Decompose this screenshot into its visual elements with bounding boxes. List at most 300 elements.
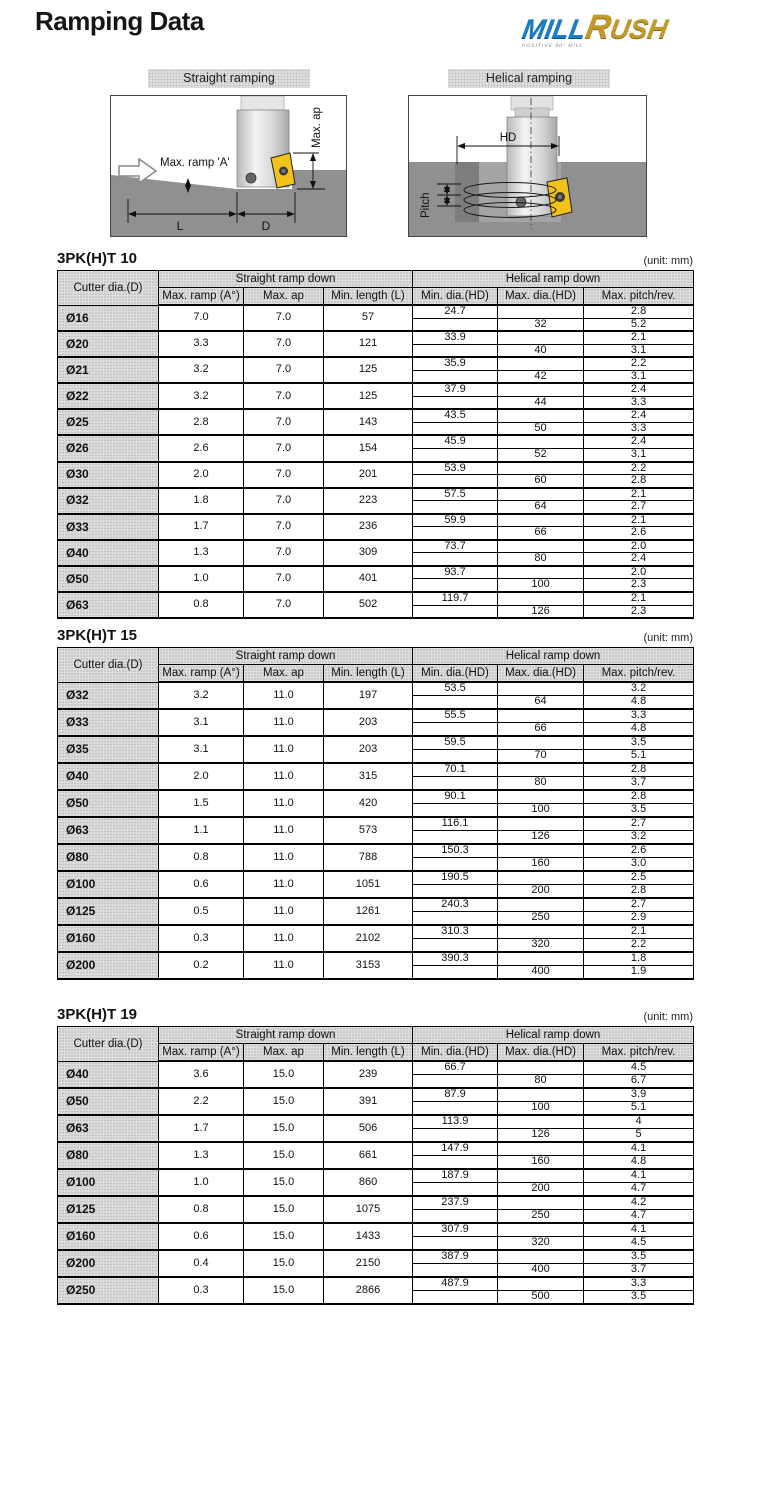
min-length-cell: 573 [324,817,413,844]
min-length-cell: 1433 [324,1223,413,1250]
pitch-max-cell: 4.8 [584,696,694,710]
max-ramp-cell: 0.8 [159,844,244,871]
pitch-max-cell: 3.5 [584,804,694,818]
col-header-min-length: Min. length (L) [324,1044,413,1062]
col-header-max-dia: Max. dia.(HD) [498,1044,584,1062]
max-ramp-cell: 3.2 [159,383,244,409]
pitch-min-cell: 2.2 [584,357,694,370]
min-length-cell: 236 [324,514,413,540]
pitch-min-cell: 2.7 [584,898,694,912]
max-dia-spacer-cell [498,540,584,553]
pitch-max-cell: 4.7 [584,1183,694,1197]
max-dia-spacer-cell [498,1223,584,1237]
cutter-dia-cell: Ø33 [58,709,159,736]
cutter-dia-cell: Ø40 [58,540,159,566]
min-dia-spacer-cell [413,804,498,818]
screw-icon [246,173,256,183]
min-dia-cell: 70.1 [413,763,498,777]
max-dia-spacer-cell [498,1250,584,1264]
max-ramp-cell: 1.7 [159,514,244,540]
min-dia-cell: 237.9 [413,1196,498,1210]
max-dia-cell: 52 [498,449,584,462]
max-dia-cell: 80 [498,777,584,791]
min-length-cell: 391 [324,1088,413,1115]
max-dia-spacer-cell [498,925,584,939]
max-dia-cell: 64 [498,696,584,710]
max-ramp-cell: 1.3 [159,1142,244,1169]
table-row [58,514,694,527]
max-dia-spacer-cell [498,1142,584,1156]
cutter-dia-cell: Ø63 [58,592,159,618]
straight-ramping-label: Straight ramping [148,69,310,88]
max-ramp-cell: 1.3 [159,540,244,566]
min-dia-spacer-cell [413,501,498,514]
cutter-dia-cell: Ø33 [58,514,159,540]
max-ramp-cell: 2.8 [159,409,244,435]
max-dia-cell: 32 [498,318,584,331]
section-3pkht15 [57,627,693,980]
max-ap-cell: 15.0 [244,1169,324,1196]
max-dia-cell: 500 [498,1291,584,1305]
max-dia-cell: 80 [498,553,584,566]
min-length-cell: 2150 [324,1250,413,1277]
table-row [58,682,694,696]
group-header-helical: Helical ramp down [413,271,694,288]
min-dia-cell: 53.9 [413,462,498,475]
table-row [58,763,694,777]
pitch-max-cell: 2.6 [584,527,694,540]
min-dia-cell: 87.9 [413,1088,498,1102]
min-dia-cell: 59.9 [413,514,498,527]
min-length-cell: 502 [324,592,413,618]
max-ap-cell: 11.0 [244,871,324,898]
min-dia-cell: 187.9 [413,1169,498,1183]
min-length-cell: 860 [324,1169,413,1196]
col-header-max-dia: Max. dia.(HD) [498,288,584,306]
col-header-max-ap: Max. ap [244,1044,324,1062]
max-dia-spacer-cell [498,566,584,579]
min-dia-cell: 307.9 [413,1223,498,1237]
max-dia-cell: 40 [498,344,584,357]
col-header-max-dia: Max. dia.(HD) [498,665,584,683]
max-ap-label: Max. ap [311,107,323,148]
max-ramp-cell: 0.2 [159,952,244,979]
pitch-min-cell: 2.4 [584,435,694,448]
pitch-max-cell: 3.1 [584,344,694,357]
min-dia-cell: 310.3 [413,925,498,939]
pitch-min-cell: 3.3 [584,709,694,723]
min-dia-cell: 43.5 [413,409,498,422]
col-header-max-ramp: Max. ramp (A°) [159,665,244,683]
max-ramp-cell: 0.8 [159,1196,244,1223]
cutter-dia-cell: Ø22 [58,383,159,409]
max-dia-spacer-cell [498,514,584,527]
max-dia-spacer-cell [498,1196,584,1210]
min-dia-cell: 487.9 [413,1277,498,1291]
cutter-dia-cell: Ø50 [58,790,159,817]
min-dia-spacer-cell [413,605,498,618]
pitch-min-cell: 2.2 [584,462,694,475]
min-length-cell: 121 [324,331,413,357]
max-dia-cell: 100 [498,579,584,592]
max-dia-cell: 64 [498,501,584,514]
min-dia-spacer-cell [413,885,498,899]
col-header-max-pitch: Max. pitch/rev. [584,288,694,306]
pitch-label: Pitch [420,192,432,218]
max-ap-cell: 7.0 [244,435,324,461]
min-dia-spacer-cell [413,723,498,737]
page-title: Ramping Data [35,6,204,36]
min-dia-cell: 93.7 [413,566,498,579]
max-dia-spacer-cell [498,409,584,422]
min-length-cell: 401 [324,566,413,592]
cutter-dia-cell: Ø125 [58,1196,159,1223]
pitch-max-cell: 2.8 [584,885,694,899]
pitch-min-cell: 4.5 [584,1061,694,1075]
max-dia-spacer-cell [498,898,584,912]
max-dia-spacer-cell [498,1169,584,1183]
table-row [58,357,694,370]
cutter-dia-cell: Ø16 [58,305,159,331]
max-ap-cell: 15.0 [244,1115,324,1142]
max-ramp-cell: 1.0 [159,566,244,592]
max-ramp-cell: 3.1 [159,736,244,763]
pitch-max-cell: 3.7 [584,1264,694,1278]
pitch-max-cell: 2.3 [584,579,694,592]
min-length-cell: 3153 [324,952,413,979]
min-length-cell: 506 [324,1115,413,1142]
pitch-min-cell: 2.6 [584,844,694,858]
pitch-min-cell: 2.1 [584,514,694,527]
max-ap-cell: 15.0 [244,1250,324,1277]
pitch-max-cell: 3.2 [584,831,694,845]
col-header-max-ap: Max. ap [244,288,324,306]
pitch-max-cell: 2.2 [584,939,694,953]
pitch-min-cell: 1.8 [584,952,694,966]
min-dia-cell: 45.9 [413,435,498,448]
max-ap-cell: 11.0 [244,844,324,871]
cutter-dia-cell: Ø100 [58,871,159,898]
max-ap-cell: 15.0 [244,1142,324,1169]
max-dia-cell: 100 [498,1102,584,1116]
min-dia-cell: 240.3 [413,898,498,912]
table-row [58,592,694,605]
max-ramp-cell: 0.3 [159,925,244,952]
table-row [58,898,694,912]
table-row [58,1277,694,1291]
helical-ramping-label: Helical ramping [448,69,610,88]
col-header-max-ramp: Max. ramp (A°) [159,1044,244,1062]
max-dia-spacer-cell [498,1277,584,1291]
min-length-cell: 125 [324,357,413,383]
min-dia-spacer-cell [413,370,498,383]
pitch-max-cell: 6.7 [584,1075,694,1089]
table-row [58,925,694,939]
max-ap-cell: 7.0 [244,331,324,357]
table-row [58,305,694,318]
pitch-max-cell: 3.7 [584,777,694,791]
max-dia-cell: 250 [498,1210,584,1224]
pitch-max-cell: 3.1 [584,370,694,383]
min-length-cell: 1261 [324,898,413,925]
pitch-min-cell: 2.0 [584,540,694,553]
pitch-max-cell: 3.5 [584,1291,694,1305]
min-length-cell: 223 [324,488,413,514]
pitch-max-cell: 5.2 [584,318,694,331]
min-dia-spacer-cell [413,777,498,791]
table-row [58,790,694,804]
pitch-min-cell: 4 [584,1115,694,1129]
section-3pkht19 [57,1006,693,1305]
min-length-cell: 203 [324,709,413,736]
table-row [58,331,694,344]
pitch-min-cell: 4.2 [584,1196,694,1210]
min-length-cell: 1051 [324,871,413,898]
cutter-dia-cell: Ø25 [58,409,159,435]
cutter-dia-cell: Ø40 [58,1061,159,1088]
straight-ramping-diagram [110,95,347,237]
min-dia-spacer-cell [413,831,498,845]
min-length-cell: 315 [324,763,413,790]
col-header-max-ap: Max. ap [244,665,324,683]
min-dia-cell: 59.5 [413,736,498,750]
max-dia-cell: 60 [498,475,584,488]
max-ap-cell: 7.0 [244,488,324,514]
min-dia-spacer-cell [413,750,498,764]
max-ramp-cell: 0.8 [159,592,244,618]
min-dia-cell: 113.9 [413,1115,498,1129]
logo-ush-text: USH [607,14,671,44]
unit-label: (unit: mm) [643,1011,693,1023]
max-ap-cell: 11.0 [244,817,324,844]
min-length-cell: 203 [324,736,413,763]
pitch-max-cell: 4.8 [584,1156,694,1170]
max-ramp-cell: 3.2 [159,682,244,709]
pitch-max-cell: 2.9 [584,912,694,926]
max-ap-cell: 15.0 [244,1088,324,1115]
pitch-max-cell: 3.1 [584,449,694,462]
max-ap-cell: 11.0 [244,790,324,817]
min-length-cell: 239 [324,1061,413,1088]
cutter-dia-cell: Ø50 [58,566,159,592]
pitch-min-cell: 2.4 [584,409,694,422]
max-ramp-cell: 2.0 [159,462,244,488]
max-ramp-cell: 1.1 [159,817,244,844]
min-dia-spacer-cell [413,1129,498,1143]
pitch-min-cell: 2.8 [584,305,694,318]
max-dia-spacer-cell [498,736,584,750]
min-dia-spacer-cell [413,1156,498,1170]
min-dia-cell: 24.7 [413,305,498,318]
col-header-min-dia: Min. dia.(HD) [413,1044,498,1062]
max-ap-cell: 11.0 [244,763,324,790]
max-ap-cell: 11.0 [244,898,324,925]
table-row [58,409,694,422]
pitch-min-cell: 3.5 [584,1250,694,1264]
max-dia-spacer-cell [498,435,584,448]
table-row [58,1115,694,1129]
min-dia-cell: 147.9 [413,1142,498,1156]
dim-hd-label: HD [499,132,517,144]
min-dia-spacer-cell [413,527,498,540]
min-dia-cell: 35.9 [413,357,498,370]
max-dia-cell: 50 [498,422,584,435]
min-dia-spacer-cell [413,912,498,926]
table-row [58,709,694,723]
min-dia-spacer-cell [413,553,498,566]
min-length-cell: 788 [324,844,413,871]
cutter-dia-cell: Ø40 [58,763,159,790]
helical-ramping-diagram [408,95,647,237]
section-3pkht10 [57,250,693,619]
max-dia-cell: 400 [498,1264,584,1278]
max-dia-cell: 42 [498,370,584,383]
pitch-max-cell: 3.3 [584,396,694,409]
max-dia-spacer-cell [498,305,584,318]
col-header-min-dia: Min. dia.(HD) [413,288,498,306]
max-ap-cell: 11.0 [244,925,324,952]
max-dia-cell: 70 [498,750,584,764]
min-dia-cell: 33.9 [413,331,498,344]
pitch-max-cell: 2.8 [584,475,694,488]
pitch-max-cell: 3.3 [584,422,694,435]
pitch-max-cell: 2.3 [584,605,694,618]
table-row [58,1088,694,1102]
min-dia-cell: 37.9 [413,383,498,396]
pitch-max-cell: 2.4 [584,553,694,566]
logo-tagline: POSITIVE 90° MILL [521,43,584,49]
pitch-max-cell: 5.1 [584,750,694,764]
pitch-min-cell: 3.3 [584,1277,694,1291]
min-dia-spacer-cell [413,1291,498,1305]
max-ap-cell: 7.0 [244,357,324,383]
max-dia-cell: 160 [498,858,584,872]
pitch-min-cell: 2.0 [584,566,694,579]
cutter-dia-cell: Ø80 [58,1142,159,1169]
col-header-cutter-dia: Cutter dia.(D) [58,648,159,683]
min-dia-cell: 390.3 [413,952,498,966]
pitch-max-cell: 4.8 [584,723,694,737]
table-row [58,1169,694,1183]
max-ap-cell: 7.0 [244,514,324,540]
max-ramp-cell: 1.0 [159,1169,244,1196]
min-length-cell: 125 [324,383,413,409]
max-dia-spacer-cell [498,952,584,966]
cutter-dia-cell: Ø80 [58,844,159,871]
table-row [58,736,694,750]
min-dia-cell: 53.5 [413,682,498,696]
min-length-cell: 661 [324,1142,413,1169]
min-length-cell: 201 [324,462,413,488]
table-row [58,488,694,501]
max-dia-cell: 400 [498,966,584,980]
dim-l-label: L [176,219,184,233]
ramping-table-3pkht19 [57,1026,694,1305]
col-header-min-dia: Min. dia.(HD) [413,665,498,683]
cutter-dia-cell: Ø35 [58,736,159,763]
logo-r-text: R [582,8,615,46]
min-dia-spacer-cell [413,318,498,331]
helical-ramping-svg [409,96,646,236]
min-dia-spacer-cell [413,939,498,953]
unit-label: (unit: mm) [643,632,693,644]
pitch-max-cell: 4.7 [584,1210,694,1224]
max-dia-spacer-cell [498,488,584,501]
pitch-min-cell: 2.1 [584,592,694,605]
cutter-dia-cell: Ø32 [58,488,159,514]
col-header-cutter-dia: Cutter dia.(D) [58,1027,159,1062]
table-row [58,383,694,396]
cutter-dia-cell: Ø32 [58,682,159,709]
table-row [58,817,694,831]
pitch-min-cell: 2.8 [584,790,694,804]
group-header-helical: Helical ramp down [413,1027,694,1044]
max-ap-cell: 11.0 [244,682,324,709]
pitch-min-cell: 3.9 [584,1088,694,1102]
pitch-min-cell: 2.4 [584,383,694,396]
max-dia-cell: 160 [498,1156,584,1170]
table-row [58,540,694,553]
ramping-table-3pkht10 [57,270,694,619]
min-length-cell: 197 [324,682,413,709]
min-dia-cell: 73.7 [413,540,498,553]
max-ap-cell: 15.0 [244,1277,324,1304]
cutter-dia-cell: Ø30 [58,462,159,488]
table-row [58,1223,694,1237]
max-dia-cell: 250 [498,912,584,926]
max-dia-spacer-cell [498,817,584,831]
max-ap-cell: 7.0 [244,462,324,488]
straight-ramping-svg [111,96,346,236]
section-title: 3PK(H)T 19 [57,1006,138,1023]
col-header-cutter-dia: Cutter dia.(D) [58,271,159,306]
max-dia-cell: 66 [498,527,584,540]
material-shape [111,170,346,236]
max-dia-spacer-cell [498,462,584,475]
max-ramp-cell: 2.6 [159,435,244,461]
pitch-max-cell: 5.1 [584,1102,694,1116]
pitch-min-cell: 2.7 [584,817,694,831]
pitch-min-cell: 3.2 [584,682,694,696]
max-dia-cell: 44 [498,396,584,409]
min-dia-spacer-cell [413,475,498,488]
max-ap-cell: 7.0 [244,566,324,592]
max-dia-spacer-cell [498,682,584,696]
col-header-min-length: Min. length (L) [324,288,413,306]
max-dia-spacer-cell [498,844,584,858]
cutter-dia-cell: Ø160 [58,1223,159,1250]
min-dia-cell: 119.7 [413,592,498,605]
pitch-max-cell: 3.0 [584,858,694,872]
pitch-max-cell: 5 [584,1129,694,1143]
max-ap-cell: 7.0 [244,592,324,618]
min-dia-spacer-cell [413,1210,498,1224]
min-length-cell: 2102 [324,925,413,952]
max-ap-cell: 7.0 [244,540,324,566]
pitch-min-cell: 4.1 [584,1142,694,1156]
max-ap-cell: 11.0 [244,952,324,979]
min-dia-spacer-cell [413,966,498,980]
pitch-max-cell: 1.9 [584,966,694,980]
min-dia-spacer-cell [413,1183,498,1197]
min-length-cell: 420 [324,790,413,817]
max-ramp-cell: 1.5 [159,790,244,817]
max-dia-cell: 126 [498,1129,584,1143]
cutter-dia-cell: Ø200 [58,1250,159,1277]
min-dia-cell: 150.3 [413,844,498,858]
cutter-dia-cell: Ø63 [58,817,159,844]
table-row [58,1196,694,1210]
